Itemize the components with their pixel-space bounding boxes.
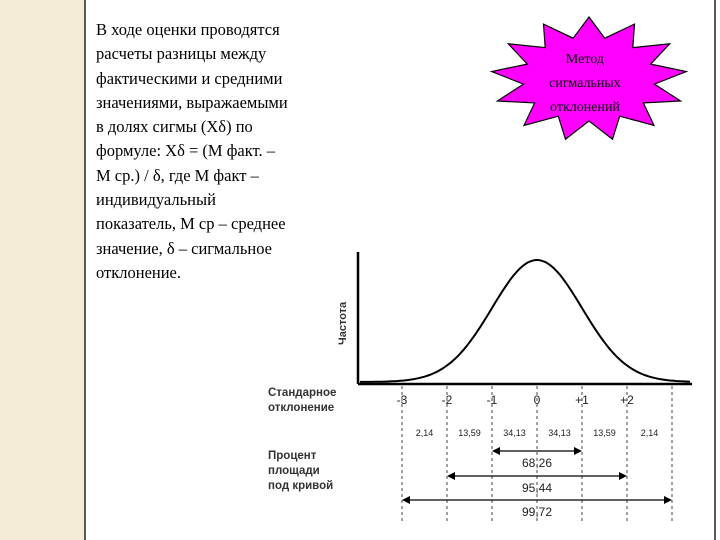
band-percent-label: 34,13 — [548, 428, 571, 438]
coverage-span-label: 99,72 — [521, 505, 553, 519]
x-row-label-1: Стандарное — [268, 387, 337, 399]
pct-row-label-1: Процент — [268, 450, 317, 462]
band-percent-label: 34,13 — [503, 428, 526, 438]
body-text: В ходе оценки проводятся расчеты разницы между фактическими и средними значениями, выражаемыми в долях сигмы (Xδ) по формуле: Xδ = (М факт. – М ср.) / δ, где М факт – индивидуальный показатель, М ср – среднее значение, δ – сигмальное отклонение. — [96, 20, 288, 282]
right-divider — [714, 0, 716, 540]
band-percent-label: 13,59 — [593, 428, 616, 438]
x-tick-label: 0 — [533, 393, 541, 407]
pct-row-label-3: под кривой — [268, 480, 334, 492]
coverage-span-label: 68,26 — [521, 456, 553, 470]
y-axis-label: Частота — [337, 301, 349, 345]
badge-line-1: Метод — [565, 52, 605, 67]
normal-curve — [360, 260, 690, 382]
band-percent-label: 2,14 — [415, 428, 434, 438]
band-percent-label: 13,59 — [458, 428, 481, 438]
coverage-span — [492, 447, 582, 470]
x-tick-label: -3 — [396, 393, 408, 407]
method-badge — [488, 12, 690, 142]
left-decor-strip — [0, 0, 84, 540]
x-tick-label: +2 — [620, 393, 634, 407]
band-percent-label: 2,14 — [640, 428, 659, 438]
coverage-span-label: 95,44 — [521, 481, 553, 495]
pct-row-label-2: площади — [268, 465, 320, 477]
badge-line-3: отклонений — [550, 100, 620, 115]
normal-distribution-figure — [258, 250, 698, 532]
x-tick-label: -2 — [441, 393, 453, 407]
x-row-label-2: отклонение — [268, 402, 335, 414]
coverage-span — [447, 472, 627, 495]
coverage-span — [402, 496, 672, 519]
x-tick-label: -1 — [486, 393, 498, 407]
left-divider — [84, 0, 86, 540]
x-tick-label: +1 — [575, 393, 589, 407]
badge-line-2: сигмальных — [549, 76, 621, 91]
